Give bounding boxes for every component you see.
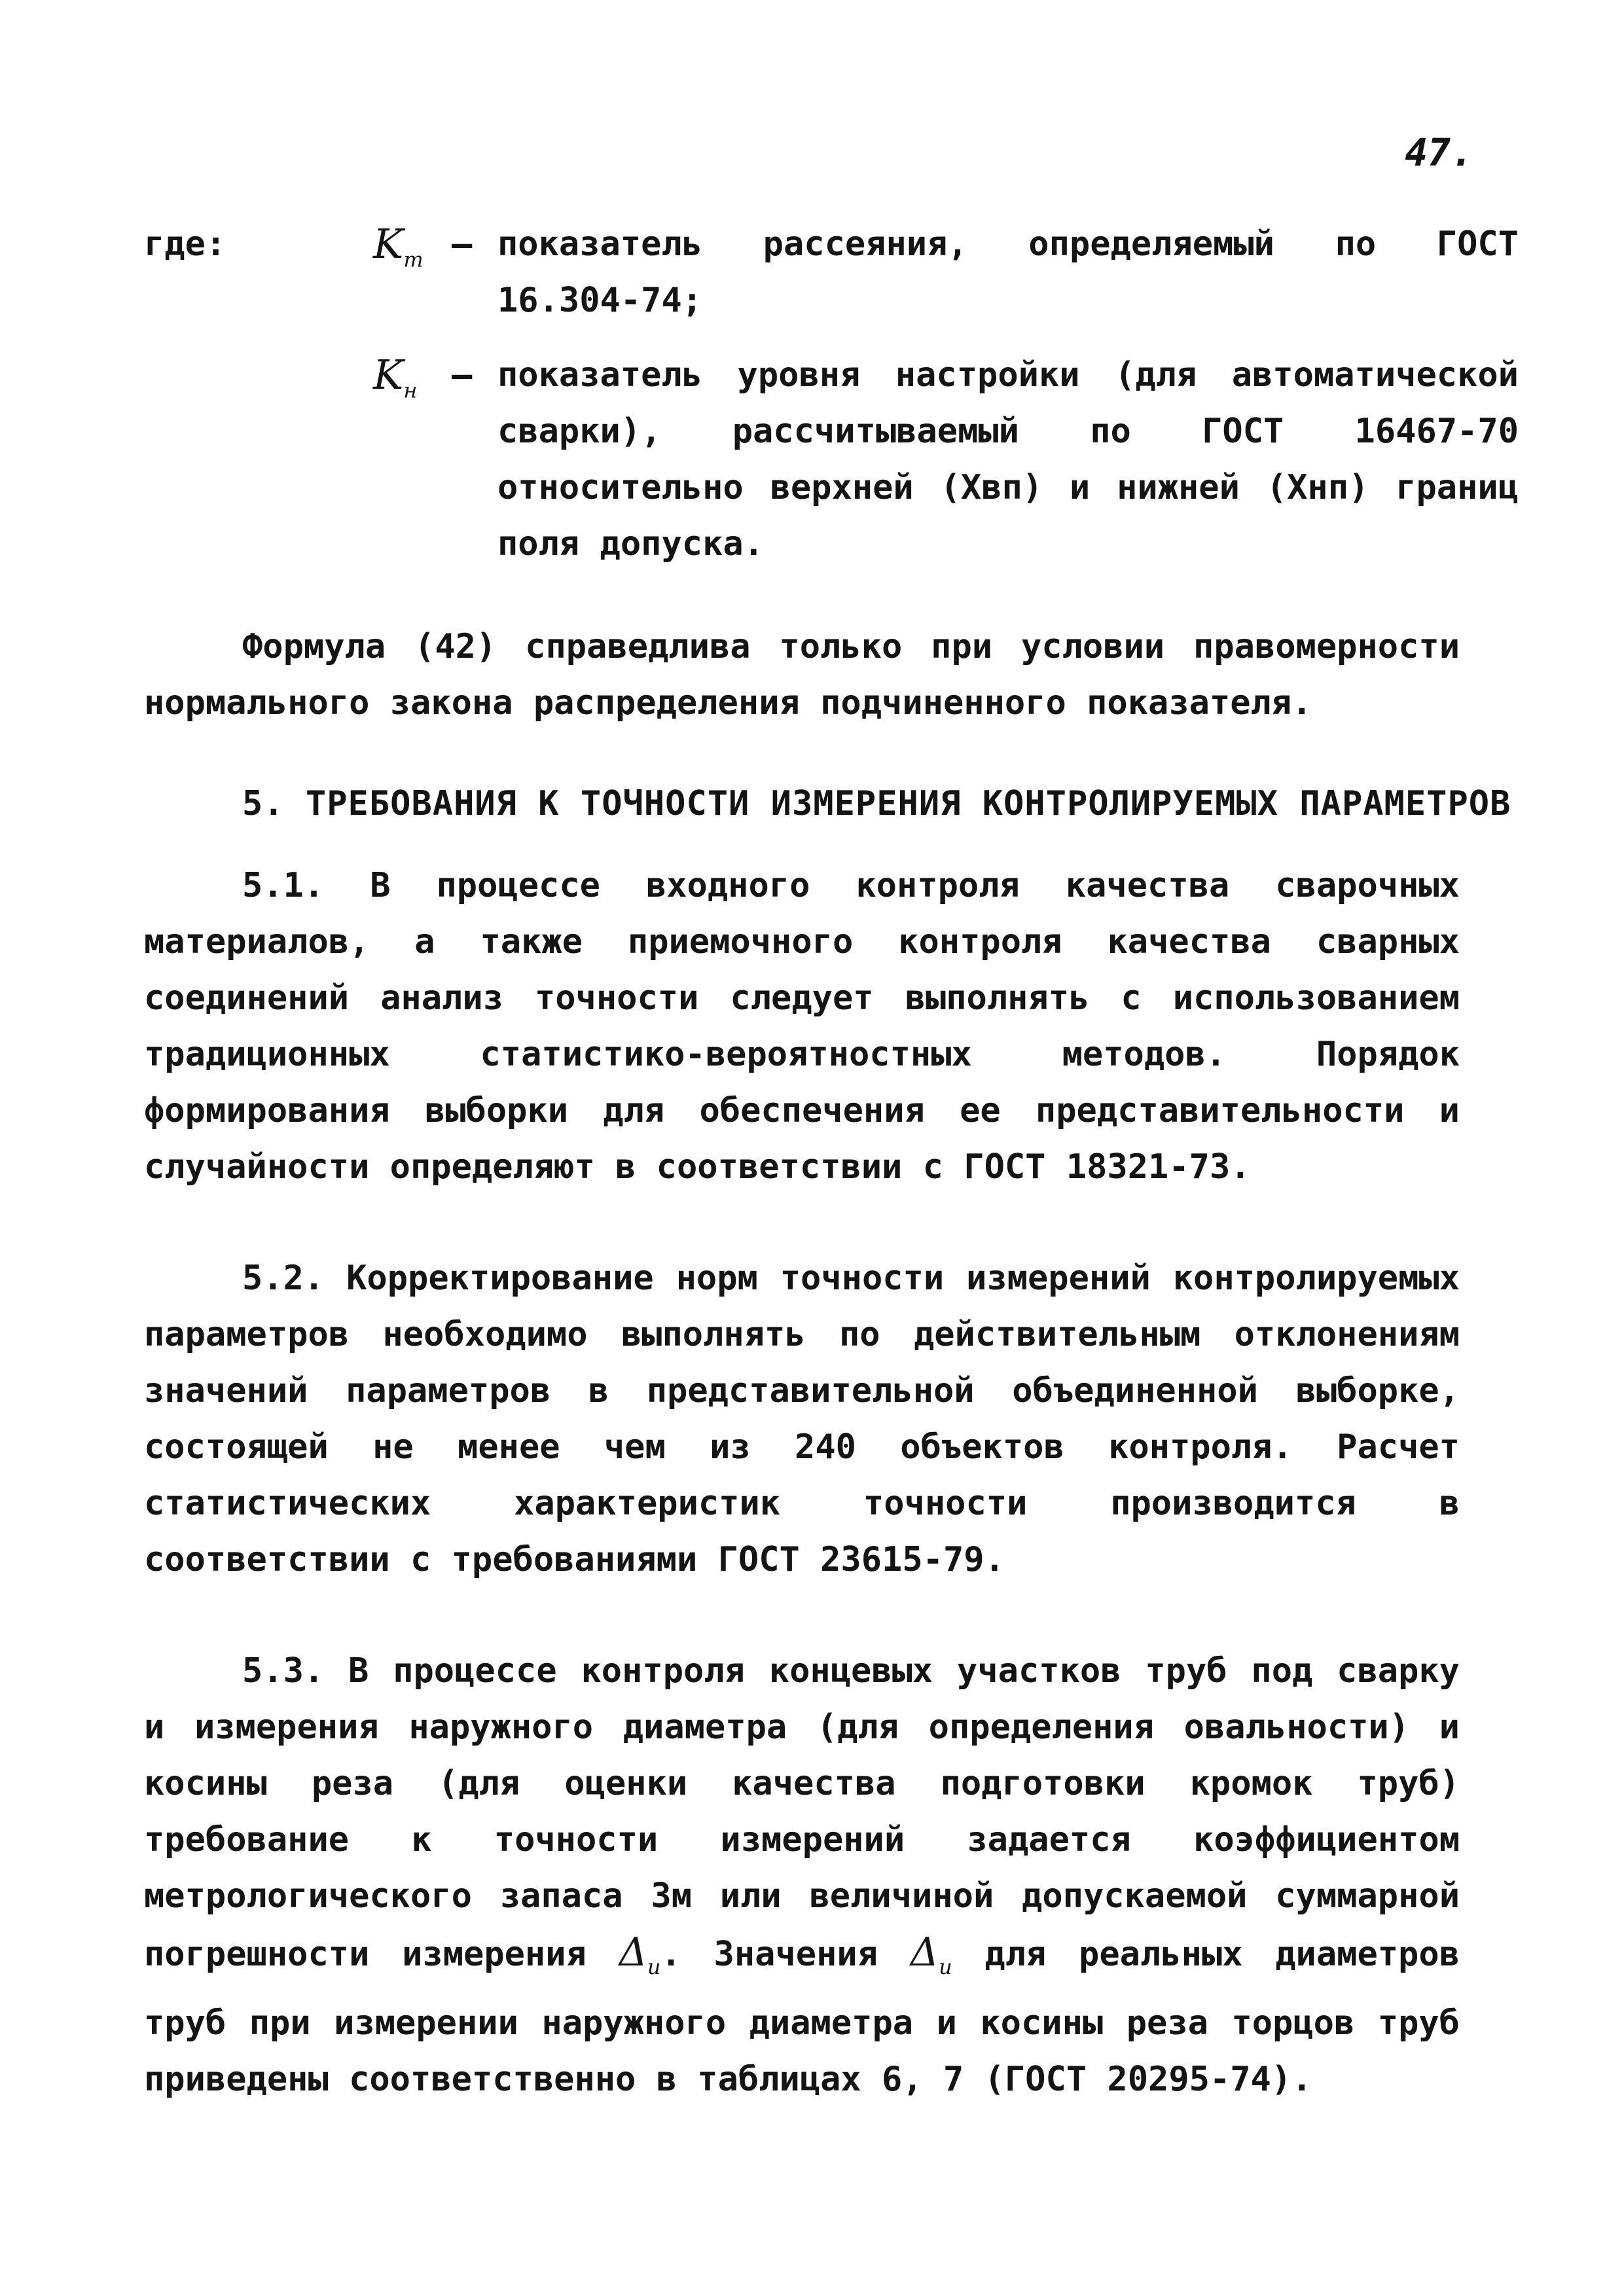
definition-dash: – (452, 224, 473, 264)
page-number: 47. (1405, 130, 1473, 175)
delta-letter: Δ (619, 1929, 647, 1975)
delta-subscript: и (647, 1954, 661, 1979)
symbol-kn (373, 347, 417, 418)
paragraph-5-3 (144, 1643, 1460, 2108)
paragraph-5-2: 5.2. Корректирование норм точности измерений контролируемых параметров необходимо выполнять по действительным отклонениям значений параметров в представительной объединенной выборке, состоящей не менее чем из 240 объектов контроля. Расчет статистических характеристик точности производится в соответствии с требованиями ГОСТ 23615-79. (144, 1259, 1460, 1579)
definition-kt (367, 216, 1519, 347)
definition-text: показатель уровня настройки (для автоматической сварки), рассчитываемый по ГОСТ 16467-70 относительно верхней (Хвп) и нижней (Хнп) границ поля допуска. (497, 355, 1519, 564)
section-heading: 5. ТРЕБОВАНИЯ К ТОЧНОСТИ ИЗМЕРЕНИЯ КОНТРОЛИРУЕМЫХ ПАРАМЕТРОВ (242, 784, 1511, 823)
paragraph-5-3-text-start: 5.3. В процессе контроля концевых участков труб под сварку и измерения наружного диаметра (для определения овальности) и косины реза (для оценки качества подготовки кромок труб) требование к точности измерений задается коэффициентом метрологического запаса Зм или величиной допускаемой суммарной погрешности измерения (144, 1651, 1460, 1974)
definition-dash: – (452, 355, 473, 395)
delta-symbol (910, 1929, 952, 1979)
delta-symbol (619, 1929, 661, 1979)
delta-subscript: и (939, 1954, 952, 1979)
definition-kn (367, 347, 1519, 622)
definition-text: показатель рассеяния, определяемый по ГОСТ 16.304-74; (497, 224, 1519, 320)
symbol-letter: K (373, 351, 404, 399)
symbol-letter: K (373, 220, 404, 268)
paragraph-5-1: 5.1. В процессе входного контроля качества сварочных материалов, а также приемочного контроля качества сварных соединений анализ точности следует выполнять с использованием традиционных статистико-вероятностных методов. Порядок формирования выборки для обеспечения ее представительности и случайности определяют в соответствии с ГОСТ 18321-73. (144, 866, 1460, 1187)
symbol-subscript: т (403, 247, 424, 272)
formula-note-paragraph: Формула (42) справедлива только при условии правомерности нормального закона распределения подчиненного показателя. (144, 627, 1460, 723)
symbol-subscript: н (403, 378, 418, 403)
paragraph-5-3-text-mid: . Значения (660, 1935, 878, 1974)
symbol-kt (373, 216, 424, 287)
where-label: где: (144, 224, 226, 264)
delta-letter: Δ (910, 1929, 939, 1975)
paragraph-5-3-text-end: для реальных диаметров труб при измерении наружного диаметра и косины реза торцов труб приведены соответственно в таблицах 6, 7 (ГОСТ 20295-74). (144, 1935, 1460, 2099)
